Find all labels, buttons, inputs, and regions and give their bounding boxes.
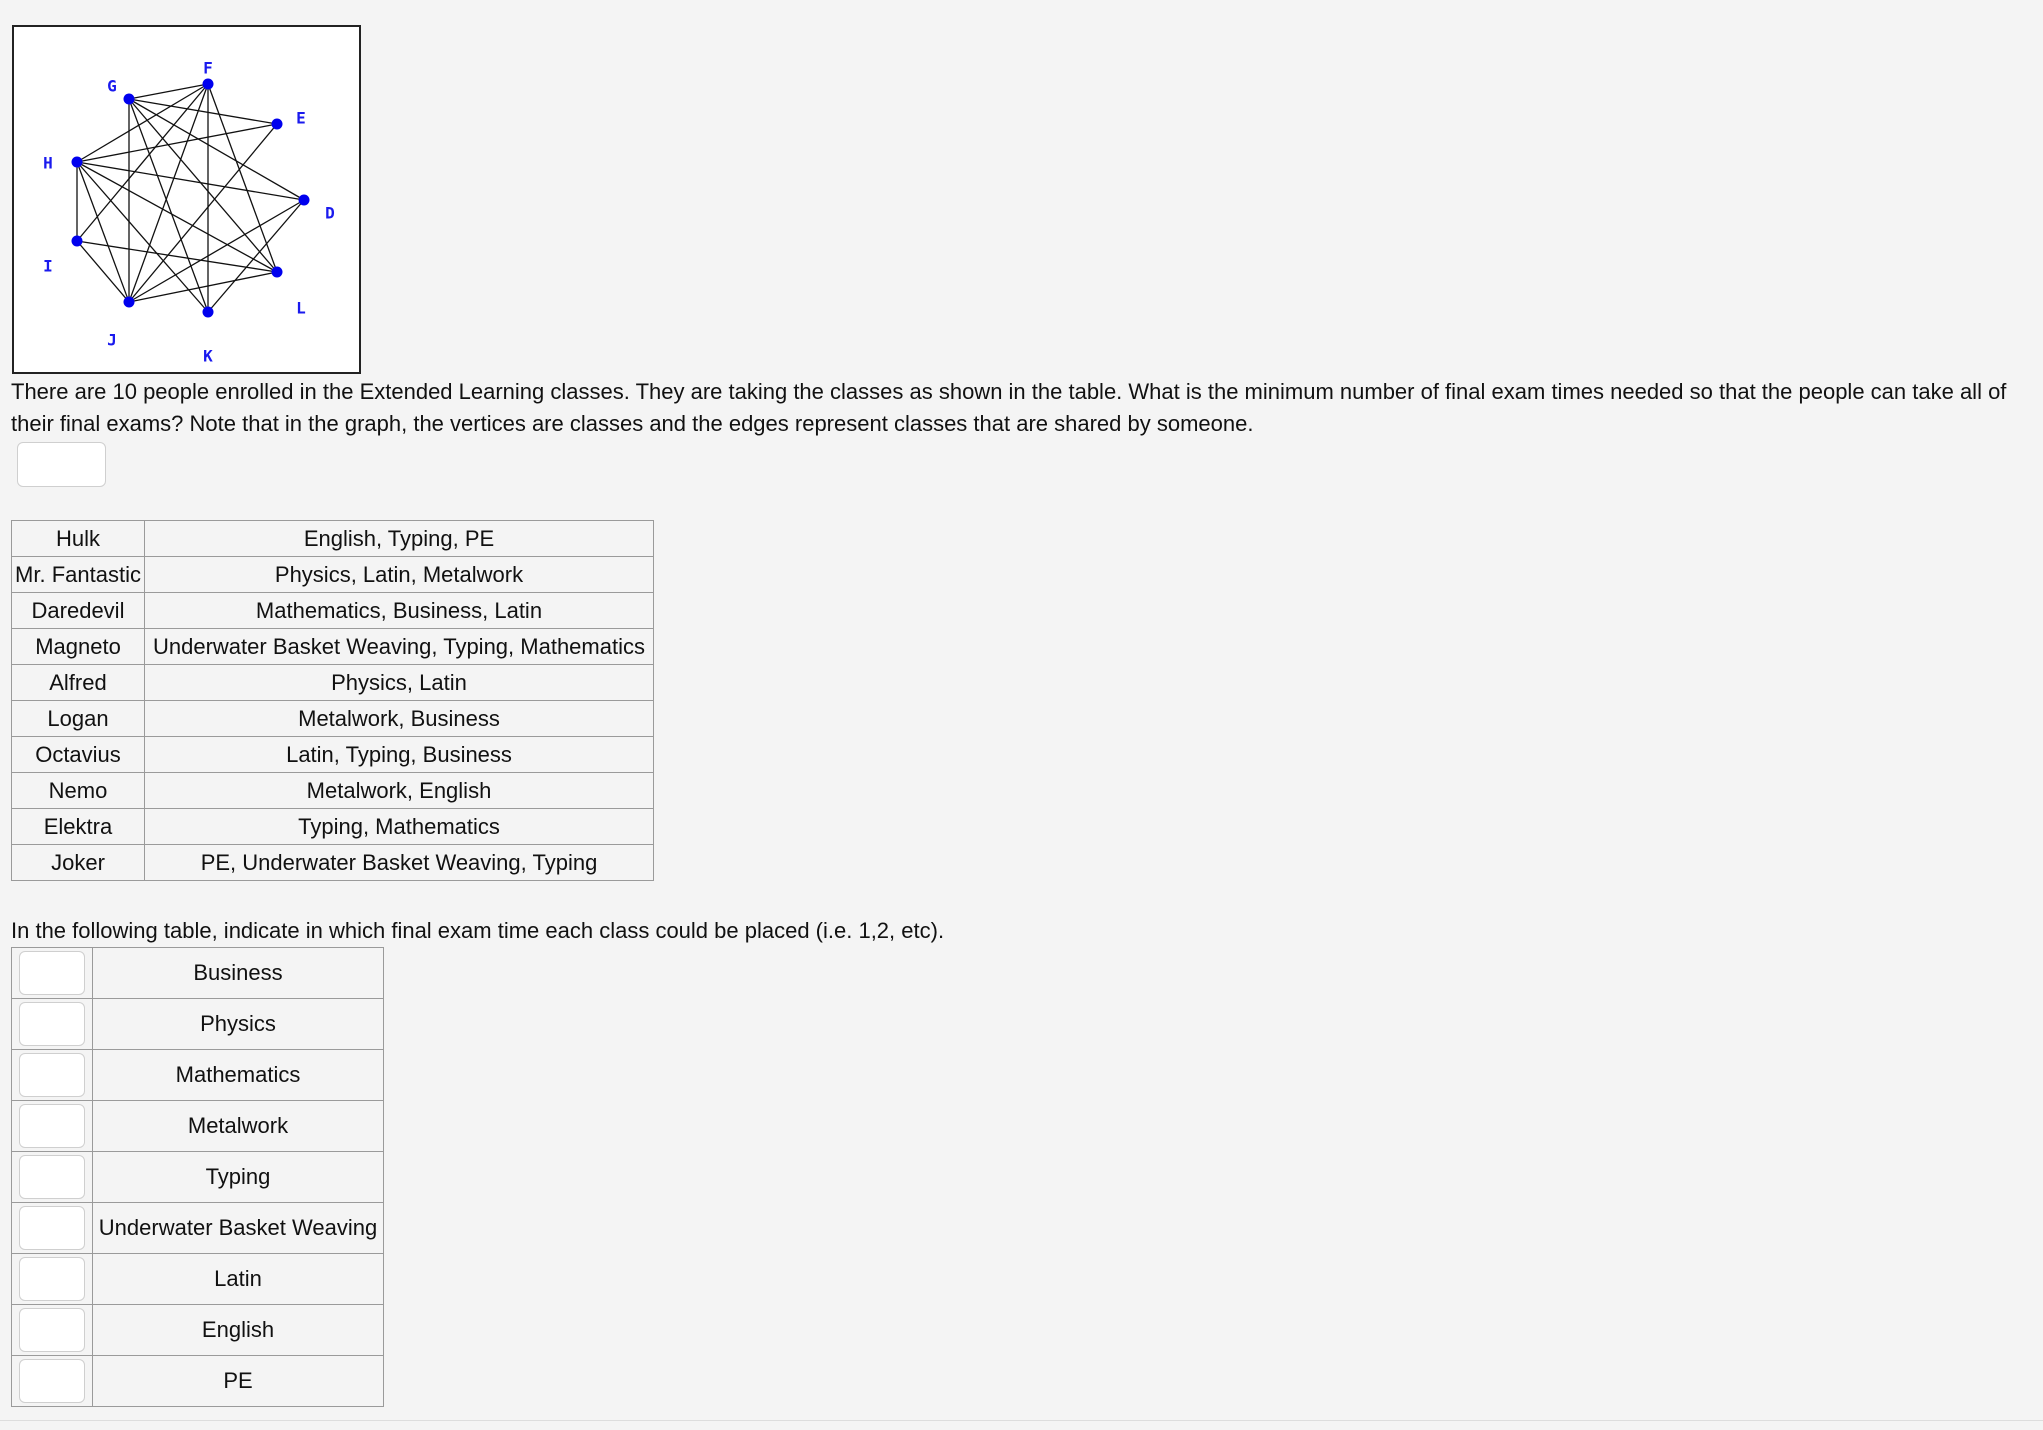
vertex-label-J: J	[107, 330, 117, 350]
graph-edge-I-L	[77, 241, 277, 272]
person-name: Elektra	[12, 809, 145, 845]
graph-canvas	[14, 27, 359, 372]
bottom-divider	[0, 1420, 2043, 1421]
graph-vertex-G	[124, 94, 135, 105]
exam-time-input[interactable]	[19, 1053, 85, 1097]
graph-vertex-D	[299, 195, 310, 206]
person-classes: Metalwork, English	[145, 773, 654, 809]
vertex-label-I: I	[43, 256, 53, 276]
graph-vertex-H	[72, 157, 83, 168]
class-name: Business	[93, 948, 384, 999]
person-classes: Latin, Typing, Business	[145, 737, 654, 773]
vertex-label-E: E	[296, 108, 306, 128]
graph-edge-E-H	[77, 124, 277, 162]
enrollment-row	[12, 809, 654, 845]
slot-cell	[12, 1050, 93, 1101]
graph-edges	[77, 84, 304, 312]
class-name: Physics	[93, 999, 384, 1050]
vertex-label-H: H	[43, 153, 53, 173]
person-name: Mr. Fantastic	[12, 557, 145, 593]
exam-slot-row	[12, 1050, 384, 1101]
graph-edge-F-J	[129, 84, 208, 302]
graph-vertex-L	[272, 267, 283, 278]
graph-edge-D-K	[208, 200, 304, 312]
class-name: Latin	[93, 1254, 384, 1305]
person-classes: PE, Underwater Basket Weaving, Typing	[145, 845, 654, 881]
enrollment-row	[12, 845, 654, 881]
exam-slot-row	[12, 1305, 384, 1356]
person-name: Joker	[12, 845, 145, 881]
person-classes: Underwater Basket Weaving, Typing, Mathematics	[145, 629, 654, 665]
person-classes: Metalwork, Business	[145, 701, 654, 737]
graph-edge-F-H	[77, 84, 208, 162]
enrollment-row	[12, 593, 654, 629]
enrollment-row	[12, 665, 654, 701]
enrollment-table	[11, 520, 654, 881]
vertex-label-K: K	[203, 346, 213, 366]
class-name: Typing	[93, 1152, 384, 1203]
exam-slot-row	[12, 999, 384, 1050]
exam-time-input[interactable]	[19, 1359, 85, 1403]
graph-edge-F-I	[77, 84, 208, 241]
exam-time-input[interactable]	[19, 1155, 85, 1199]
enrollment-row	[12, 557, 654, 593]
exam-slot-row	[12, 948, 384, 999]
class-name: PE	[93, 1356, 384, 1407]
person-classes: Typing, Mathematics	[145, 809, 654, 845]
exam-time-input[interactable]	[19, 1104, 85, 1148]
person-classes: English, Typing, PE	[145, 521, 654, 557]
person-name: Nemo	[12, 773, 145, 809]
vertex-label-L: L	[296, 298, 306, 318]
graph-vertex-K	[203, 307, 214, 318]
class-conflict-graph	[12, 25, 361, 374]
class-name: Metalwork	[93, 1101, 384, 1152]
exam-slot-row	[12, 1356, 384, 1407]
vertex-label-G: G	[107, 76, 117, 96]
person-name: Magneto	[12, 629, 145, 665]
graph-edge-I-J	[77, 241, 129, 302]
person-name: Daredevil	[12, 593, 145, 629]
graph-vertex-J	[124, 297, 135, 308]
graph-vertex-E	[272, 119, 283, 130]
instruction-text: In the following table, indicate in which final exam time each class could be placed (i.e. 1,2, etc).	[11, 918, 945, 943]
slot-cell	[12, 1101, 93, 1152]
exam-time-input[interactable]	[19, 1206, 85, 1250]
slot-cell	[12, 1305, 93, 1356]
exam-slot-row	[12, 1203, 384, 1254]
enrollment-row	[12, 773, 654, 809]
slot-cell	[12, 948, 93, 999]
vertex-label-F: F	[203, 58, 213, 78]
exam-time-input[interactable]	[19, 1308, 85, 1352]
enrollment-row	[12, 629, 654, 665]
graph-vertex-F	[203, 79, 214, 90]
class-name: Underwater Basket Weaving	[93, 1203, 384, 1254]
class-name: Mathematics	[93, 1050, 384, 1101]
min-exam-times-input[interactable]	[17, 442, 106, 487]
person-name: Hulk	[12, 521, 145, 557]
person-name: Alfred	[12, 665, 145, 701]
graph-vertices	[72, 76, 310, 318]
vertex-label-D: D	[325, 203, 335, 223]
exam-time-input[interactable]	[19, 1002, 85, 1046]
person-name: Logan	[12, 701, 145, 737]
slot-cell	[12, 1203, 93, 1254]
graph-vertex-I	[72, 236, 83, 247]
exam-time-table	[11, 947, 384, 1407]
class-name: English	[93, 1305, 384, 1356]
enrollment-row	[12, 737, 654, 773]
exam-time-input[interactable]	[19, 1257, 85, 1301]
slot-cell	[12, 1152, 93, 1203]
slot-cell	[12, 1356, 93, 1407]
person-classes: Physics, Latin	[145, 665, 654, 701]
graph-vertex-labels	[43, 59, 335, 366]
exam-slot-row	[12, 1152, 384, 1203]
exam-slot-row	[12, 1254, 384, 1305]
enrollment-row	[12, 701, 654, 737]
slot-cell	[12, 1254, 93, 1305]
person-name: Octavius	[12, 737, 145, 773]
exam-slot-row	[12, 1101, 384, 1152]
slot-cell	[12, 999, 93, 1050]
person-classes: Physics, Latin, Metalwork	[145, 557, 654, 593]
exam-time-input[interactable]	[19, 951, 85, 995]
question-text: There are 10 people enrolled in the Extended Learning classes. They are taking the classes as shown in the table. What is the minimum number of final exam times needed so that the people can take all of their final exams? Note that in the graph, the vertices are classes and the edges represent classes that are shared by someone.	[11, 379, 2007, 436]
enrollment-row	[12, 521, 654, 557]
person-classes: Mathematics, Business, Latin	[145, 593, 654, 629]
